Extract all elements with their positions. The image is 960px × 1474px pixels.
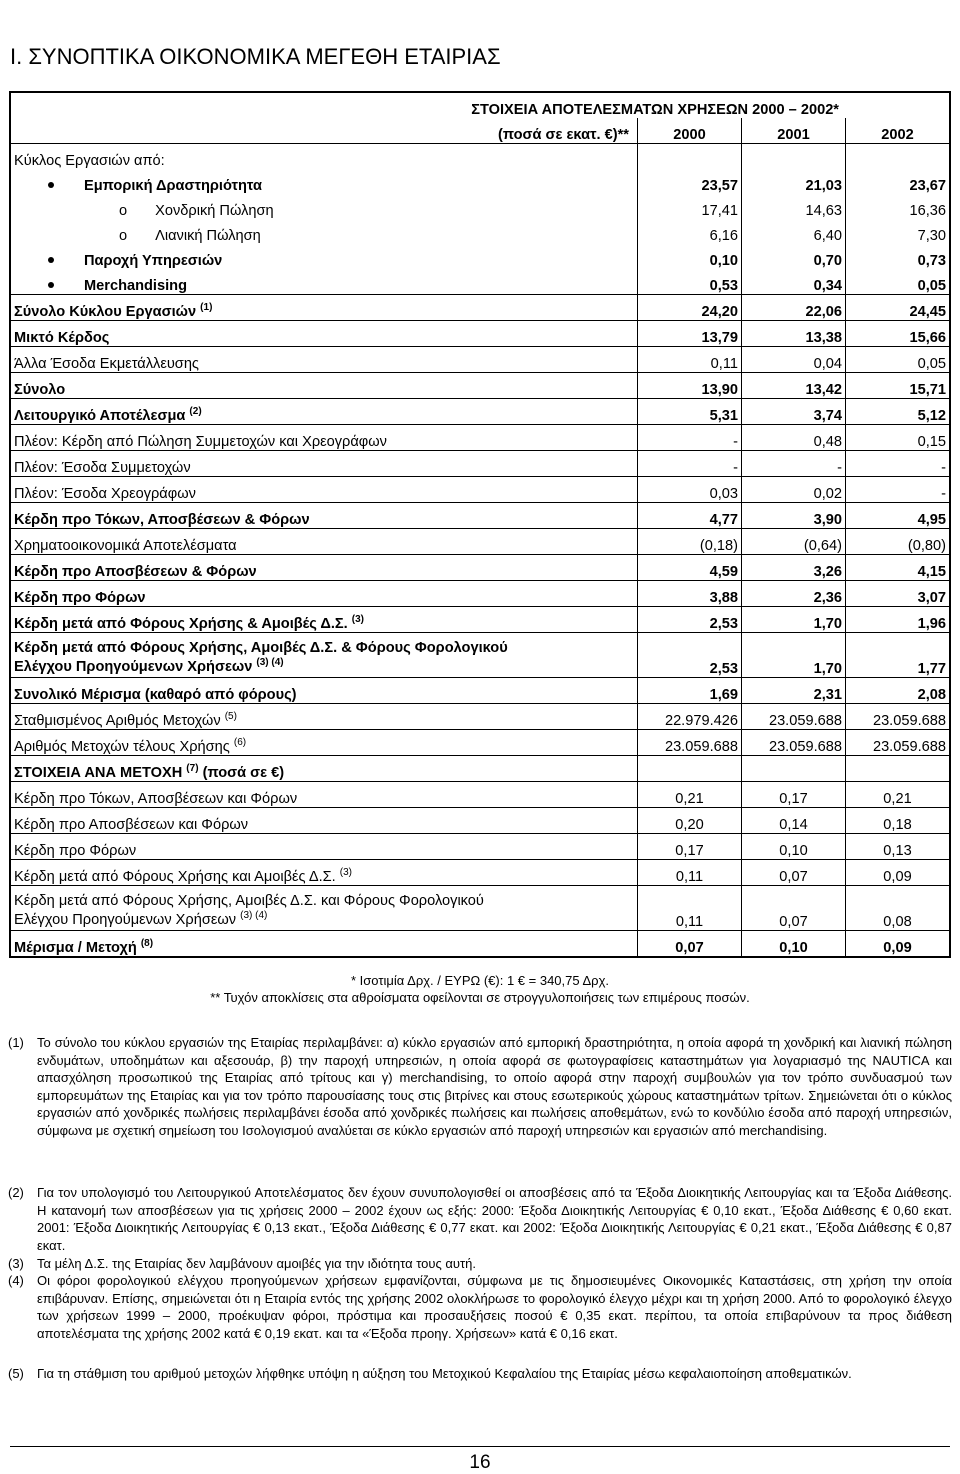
row-value: 3,88: [638, 581, 742, 607]
table-row: [10, 860, 950, 886]
row-label: [10, 321, 638, 347]
row-value: 23.059.688: [846, 730, 951, 756]
row-value: 0,07: [638, 931, 742, 958]
table-row: [10, 399, 950, 425]
row-label: [10, 730, 638, 756]
row-label-text: Κέρδη μετά από Φόρους Χρήσης και Αμοιβές Δ.Σ.: [14, 869, 336, 885]
row-label: [10, 756, 638, 782]
row-value: 0,20: [638, 808, 742, 834]
table-row: [10, 373, 950, 399]
row-value: [742, 756, 846, 782]
row-label-text-2: Ελέγχου Προηγούμενων Χρήσεων: [14, 912, 237, 928]
row-label-text: Κέρδη προ Αποσβέσεων & Φόρων: [14, 564, 257, 580]
row-label: [10, 581, 638, 607]
row-value: 5,31: [638, 399, 742, 425]
footnote-key: (3): [8, 1256, 24, 1271]
row-value: (0,80): [846, 529, 951, 555]
row-value: 0,08: [846, 886, 951, 931]
row-value: 5,12: [846, 399, 951, 425]
table-row: [10, 607, 950, 633]
row-value: 22,06: [742, 295, 846, 321]
row-label-text: Λιανική Πώληση: [155, 228, 261, 244]
row-label-text: Κέρδη προ Αποσβέσεων και Φόρων: [14, 817, 249, 833]
footnote-key: (1): [8, 1035, 24, 1050]
row-value: 16,36: [846, 194, 951, 219]
footnote-ref: (3): [351, 614, 364, 625]
table-unit: (ποσά σε εκατ. €)**: [10, 118, 638, 144]
footnote-ref: (7): [186, 763, 199, 774]
row-value: 0,53: [638, 269, 742, 295]
row-value: 4,15: [846, 555, 951, 581]
row-label: [10, 477, 638, 503]
circle-bullet-icon: o: [119, 203, 128, 219]
year-header: 2002: [846, 118, 951, 144]
bullet-icon: [48, 257, 54, 263]
turnover-heading: Κύκλος Εργασιών από:: [14, 153, 165, 169]
page-number: 16: [469, 1452, 491, 1473]
row-value: 15,71: [846, 373, 951, 399]
row-label: [10, 860, 638, 886]
note-exchange-rate: * Ισοτιμία Δρχ. / ΕΥΡΩ (€): 1 € = 340,75 Δρχ.: [350, 973, 610, 988]
note-rounding: ** Τυχόν αποκλίσεις στα αθροίσματα οφείλονται σε στρογγυλοποιήσεις των επιμέρους ποσών.: [210, 990, 750, 1005]
row-label: [10, 503, 638, 529]
row-value: 0,48: [742, 425, 846, 451]
row-label-text: Merchandising: [84, 278, 187, 294]
row-value: 23.059.688: [846, 704, 951, 730]
row-value: -: [846, 477, 951, 503]
row-value: 6,16: [638, 219, 742, 244]
row-label: [10, 678, 638, 704]
row-value: 0,14: [742, 808, 846, 834]
footnote-text: Τα μέλη Δ.Σ. της Εταιρίας δεν λαμβάνουν αμοιβές για την ιδιότητα τους αυτή.: [37, 1256, 476, 1271]
row-value: 0,73: [846, 244, 951, 269]
row-label: [10, 931, 638, 958]
row-value: (0,64): [742, 529, 846, 555]
row-value: -: [638, 425, 742, 451]
row-label: [10, 244, 638, 269]
row-label-text: Χονδρική Πώληση: [155, 203, 274, 219]
row-label: [10, 704, 638, 730]
table-row: [10, 169, 950, 194]
row-label-text: Κέρδη μετά από Φόρους Χρήσης & Αμοιβές Δ.Σ.: [14, 616, 348, 632]
table-row: [10, 477, 950, 503]
table-row: [10, 581, 950, 607]
row-value: 0,10: [638, 244, 742, 269]
table-row: [10, 219, 950, 244]
row-value: 1,70: [742, 607, 846, 633]
row-label-text: Παροχή Υπηρεσιών: [84, 253, 223, 269]
row-value: 0,03: [638, 477, 742, 503]
row-label: [10, 399, 638, 425]
row-value: 0,17: [742, 782, 846, 808]
row-value: 22.979.426: [638, 704, 742, 730]
row-value: 0,09: [846, 860, 951, 886]
row-value: 0,07: [742, 886, 846, 931]
row-label-text: Κέρδη μετά από Φόρους Χρήσης, Αμοιβές Δ.Σ. & Φόρους Φορολογικού: [14, 640, 508, 656]
row-value: 0,13: [846, 834, 951, 860]
row-value: 4,95: [846, 503, 951, 529]
row-value: -: [846, 451, 951, 477]
row-value: 0,10: [742, 931, 846, 958]
page-divider: [10, 1446, 950, 1447]
table-row: [10, 730, 950, 756]
row-value: 0,07: [742, 860, 846, 886]
year-header: 2001: [742, 118, 846, 144]
row-label-text: Συνολικό Μέρισμα (καθαρό από φόρους): [14, 687, 297, 703]
row-value: 0,02: [742, 477, 846, 503]
footnote-text: Οι φόροι φορολογικού ελέγχου προηγούμενων χρήσεων εμφανίζονται, σύμφωνα με τις δημοσιευμένες Οικονομικές Καταστάσεις, στη χρήση την οποία επιβάρυναν. Επίσης, σημειώνεται ότι η Εταιρία εντός της χρήσης 2002 ολοκλήρωσε το φορολογικό έλεγχο μέχρι και τη χρήση 2000. Από το φορολογικό έλεγχο των χρήσεων 1999 – 2000, προέκυψαν φόροι, πρόστιμα και προσαυξήσεις ποσού € 0,35 εκατ. περίπου, τα οποία επιβαρύνουν τα προς διάθεση αποτελέσματα της χρήσης 2002 κατά € 0,19 εκατ. και τα «Έξοδα προηγ. Χρήσεων» κατά € 0,16 εκατ.: [37, 1273, 952, 1341]
row-label-text: Αριθμός Μετοχών τέλους Χρήσης: [14, 739, 230, 755]
row-value: (0,18): [638, 529, 742, 555]
row-label-text: Άλλα Έσοδα Εκμετάλλευσης: [14, 356, 199, 372]
table-row: [10, 269, 950, 295]
footnote-ref: (8): [140, 938, 154, 949]
row-label-text: Μικτό Κέρδος: [14, 330, 110, 346]
row-value: 21,03: [742, 169, 846, 194]
row-label-text: Κέρδη προ Τόκων, Αποσβέσεων και Φόρων: [14, 791, 298, 807]
row-value: 0,05: [846, 347, 951, 373]
row-value: -: [638, 451, 742, 477]
footnote-text: Για τη στάθμιση του αριθμού μετοχών λήφθηκε υπόψη η αύξηση του Μετοχικού Κεφαλαίου της Εταιρίας μέσω κεφαλαιοποίηση αποθεματικών.: [37, 1366, 852, 1381]
row-value: 24,45: [846, 295, 951, 321]
row-value: 2,31: [742, 678, 846, 704]
row-label-text: Κέρδη μετά από Φόρους Χρήσης, Αμοιβές Δ.Σ. και Φόρους Φορολογικού: [14, 893, 484, 909]
footnote-ref: (5): [224, 711, 237, 722]
row-value: 15,66: [846, 321, 951, 347]
row-value: 0,15: [846, 425, 951, 451]
row-label: [10, 782, 638, 808]
row-value: 4,59: [638, 555, 742, 581]
table-row: [10, 834, 950, 860]
row-label: [10, 633, 638, 678]
row-value: 0,11: [638, 860, 742, 886]
bullet-icon: [48, 182, 54, 188]
table-row: [10, 756, 950, 782]
table-year-row: [10, 118, 950, 144]
row-value: 2,53: [638, 633, 742, 678]
row-value: 0,09: [846, 931, 951, 958]
row-value: 0,11: [638, 347, 742, 373]
financial-table: [9, 91, 951, 958]
row-value: 14,63: [742, 194, 846, 219]
row-value: 0,04: [742, 347, 846, 373]
row-value: [638, 756, 742, 782]
footnote-ref: (3) (4): [240, 910, 268, 921]
table-row: [10, 347, 950, 373]
table-row: [10, 808, 950, 834]
footnote-key: (2): [8, 1185, 24, 1200]
row-value: 0,05: [846, 269, 951, 295]
footnote-ref: (2): [189, 406, 202, 417]
row-value: 7,30: [846, 219, 951, 244]
row-label: [10, 194, 638, 219]
row-label: [10, 347, 638, 373]
row-value: 0,10: [742, 834, 846, 860]
table-row: [10, 295, 950, 321]
footnote: [8, 1034, 952, 1140]
row-value: 24,20: [638, 295, 742, 321]
row-value: 1,77: [846, 633, 951, 678]
row-value: 3,90: [742, 503, 846, 529]
table-header-title: ΣΤΟΙΧΕΙΑ ΑΠΟΤΕΛΕΣΜΑΤΩΝ ΧΡΗΣΕΩΝ 2000 – 2002*: [471, 102, 839, 118]
row-label-text: Κέρδη προ Τόκων, Αποσβέσεων & Φόρων: [14, 512, 310, 528]
table-row: [10, 886, 950, 931]
row-label: [10, 886, 638, 931]
footnote-key: (4): [8, 1273, 24, 1288]
table-row: [10, 529, 950, 555]
row-value: 23.059.688: [638, 730, 742, 756]
footnote-ref: (1): [200, 302, 213, 313]
table-row: [10, 451, 950, 477]
row-label-text: Σταθμισμένος Αριθμός Μετοχών: [14, 713, 221, 729]
row-value: 1,70: [742, 633, 846, 678]
row-value: 3,07: [846, 581, 951, 607]
row-value: 4,77: [638, 503, 742, 529]
row-label-text: Σύνολο: [14, 382, 66, 398]
row-value: 2,36: [742, 581, 846, 607]
row-label: [10, 834, 638, 860]
row-value: 2,53: [638, 607, 742, 633]
row-value: 0,21: [846, 782, 951, 808]
row-value: 0,11: [638, 886, 742, 931]
footnote-key: (5): [8, 1366, 24, 1381]
row-value: 23.059.688: [742, 730, 846, 756]
row-label-text: Πλέον: Έσοδα Χρεογράφων: [14, 486, 196, 502]
table-notes: [0, 972, 960, 1006]
row-value: 3,74: [742, 399, 846, 425]
footnote: [8, 1272, 952, 1342]
row-value: 0,21: [638, 782, 742, 808]
footnote: [8, 1184, 952, 1254]
table-row: [10, 244, 950, 269]
row-value: 0,70: [742, 244, 846, 269]
row-label: [10, 607, 638, 633]
year-header: 2000: [638, 118, 742, 144]
table-header-row: [10, 92, 950, 118]
row-value: 23,67: [846, 169, 951, 194]
row-label: [10, 295, 638, 321]
row-value: -: [742, 451, 846, 477]
footnote: [8, 1255, 952, 1273]
circle-bullet-icon: o: [119, 228, 128, 244]
row-label-text: Λειτουργικό Αποτέλεσμα: [14, 408, 186, 424]
row-value: 3,26: [742, 555, 846, 581]
row-label-text: Κέρδη προ Φόρων: [14, 843, 137, 859]
row-label-text: Πλέον: Κέρδη από Πώληση Συμμετοχών και Χρεογράφων: [14, 434, 387, 450]
row-value: 0,34: [742, 269, 846, 295]
section-title: I. ΣΥΝΟΠΤΙΚΑ ΟΙΚΟΝΟΜΙΚΑ ΜΕΓΕΘΗ ΕΤΑΙΡΙΑΣ: [10, 44, 501, 69]
row-label-text: Σύνολο Κύκλου Εργασιών: [14, 304, 197, 320]
row-label: [10, 529, 638, 555]
row-label-text: Χρηματοοικονομικά Αποτελέσματα: [14, 538, 237, 554]
row-label: [10, 555, 638, 581]
row-value: 13,90: [638, 373, 742, 399]
footnote-ref: (3): [339, 867, 352, 878]
table-row: [10, 633, 950, 678]
row-label: [10, 373, 638, 399]
row-label-text: Εμπορική Δραστηριότητα: [84, 178, 262, 194]
row-value: [846, 756, 951, 782]
table-row: [10, 931, 950, 958]
row-label-text-2: Ελέγχου Προηγούμενων Χρήσεων: [14, 659, 253, 675]
row-value: 0,18: [846, 808, 951, 834]
row-label: [10, 269, 638, 295]
row-value: 13,38: [742, 321, 846, 347]
row-label: [10, 169, 638, 194]
row-value: 17,41: [638, 194, 742, 219]
table-row: [10, 782, 950, 808]
row-value: 13,79: [638, 321, 742, 347]
row-value: 2,08: [846, 678, 951, 704]
row-value: 13,42: [742, 373, 846, 399]
row-value: 1,69: [638, 678, 742, 704]
row-label-text: ΣΤΟΙΧΕΙΑ ΑΝΑ ΜΕΤΟΧΗ: [14, 765, 183, 781]
row-value: 23.059.688: [742, 704, 846, 730]
footnote-ref: (6): [233, 737, 247, 748]
row-label-text: Κέρδη προ Φόρων: [14, 590, 146, 606]
row-value: 6,40: [742, 219, 846, 244]
table-row: [10, 144, 950, 170]
table-row: [10, 503, 950, 529]
table-row: [10, 321, 950, 347]
row-value: 0,17: [638, 834, 742, 860]
row-label: [10, 451, 638, 477]
row-value: 23,57: [638, 169, 742, 194]
table-row: [10, 425, 950, 451]
footnote: [8, 1365, 952, 1383]
row-label-text: Μέρισμα / Μετοχή: [14, 940, 137, 956]
table-row: [10, 678, 950, 704]
row-label-tail: (ποσά σε €): [198, 765, 285, 781]
footnote-ref: (3) (4): [256, 657, 284, 668]
row-label: [10, 808, 638, 834]
table-row: [10, 194, 950, 219]
table-row: [10, 555, 950, 581]
row-label: [10, 219, 638, 244]
footnote-text: Το σύνολο του κύκλου εργασιών της Εταιρίας περιλαμβάνει: α) κύκλο εργασιών από εμπορική δραστηριότητα, η οποία αφορά τη χονδρική και λιανική πώληση ενδυμάτων, υποδημάτων και αξεσουάρ, β) την παροχή υπηρεσιών, η οποία αφορά σε φωτογραφίσεις καταστημάτων για λογαριασμό της NAUTICA και απασχόληση προσωπικού της Εταιρίας από τρίτους και γ) merchandising, το οποίο αφορά στην παροχή συμβουλών για τον τρόπο συνδυασμού των εμπορευμάτων της Εταιρίας και για τον τρόπο παρουσίασης τους στις βιτρίνες και στους εσωτερικούς χώρους καταστημάτων τρίτων. Σημειώνεται ότι ο κύκλος εργασιών από χονδρικές πωλήσεις περιλαμβάνει έσοδα από χονδρικές πωλήσεις και πωλήσεις αποθεμάτων, ενώ το κονδύλιο έσοδα από παροχή υπηρεσιών, σύμφωνα με σχετική σημείωση του Ισολογισμού αναλύεται σε κύκλο εργασιών από παροχή υπηρεσιών και εργασιών από merchandising.: [37, 1035, 952, 1138]
bullet-icon: [48, 282, 54, 288]
footnote-text: Για τον υπολογισμό του Λειτουργικού Αποτελέσματος δεν έχουν συνυπολογισθεί οι αποσβέσεις από τα Έξοδα Διοικητικής Λειτουργίας και τα Έξοδα Διάθεσης. Η κατανομή των αποσβέσεων για τις χρήσεις 2000 – 2002 έχουν ως εξής: 2000: Έξοδα Διοικητικής Λειτουργίας € 0,10 εκατ., Έξοδα Διάθεσης € 0,60 εκατ. 2001: Έξοδα Διοικητικής Λειτουργίας € 0,13 εκατ., Έξοδα Διάθεσης € 0,77 εκατ. και 2002: Έξοδα Διοικητικής Λειτουργίας € 0,21 εκατ., Έξοδα Διάθεσης € 0,87 εκατ.: [37, 1185, 952, 1253]
row-label: [10, 425, 638, 451]
row-label-text: Πλέον: Έσοδα Συμμετοχών: [14, 460, 191, 476]
row-value: 1,96: [846, 607, 951, 633]
table-row: [10, 704, 950, 730]
